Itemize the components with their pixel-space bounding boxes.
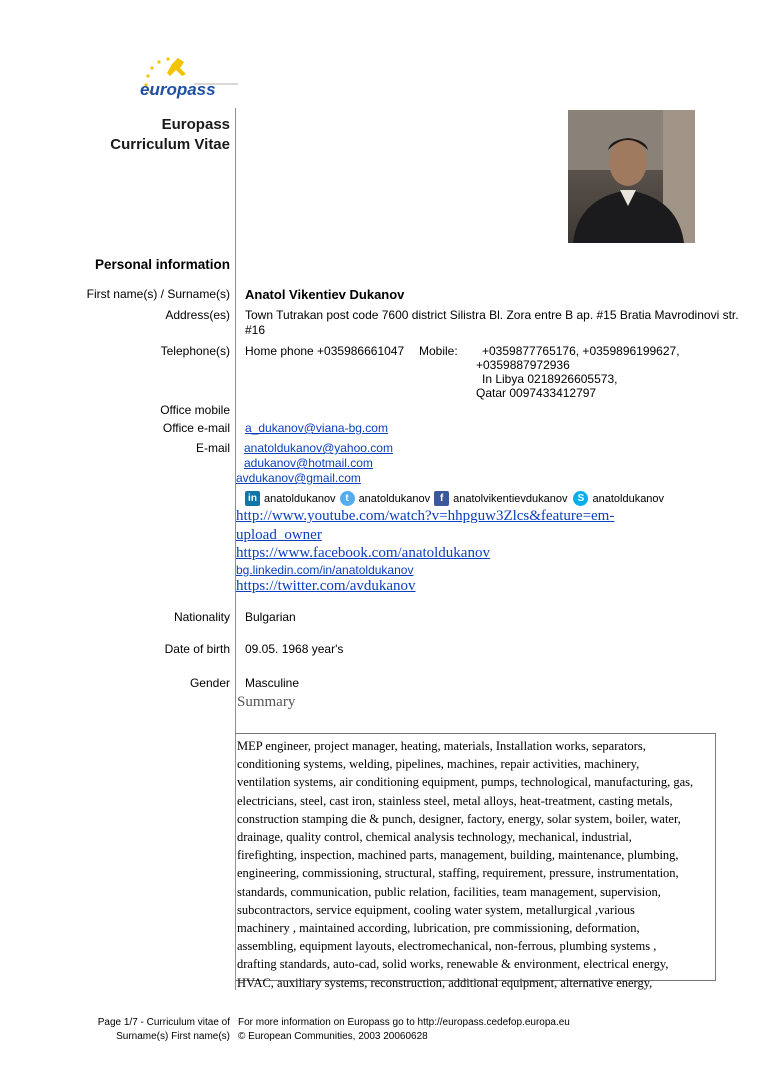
footer-copyright: © European Communities, 2003 20060628 [238,1031,428,1042]
summary-heading: Summary [237,694,296,710]
profile-photo [568,110,695,243]
gender-label: Gender [189,676,230,690]
email-label: E-mail [195,441,230,455]
facebook-icon: f [434,491,449,506]
europass-logo [134,54,238,104]
footer-page-info [98,1016,230,1044]
social-accounts-row [245,491,664,506]
linkedin-link[interactable]: bg.linkedin.com/in/anatoldukanov [236,563,414,577]
mobile-numbers-1: +0359877765176, +0359896199627, [482,344,680,358]
office-email-label: Office e-mail [162,421,230,435]
address-line-1: Town Tutrakan post code 7600 district Silistra Bl. Zora entre B ap. #15 Bratia Mavrodinovi str. [245,308,739,322]
summary-line: MEP engineer, project manager, heating, materials, Installation works, separators, [237,739,646,753]
dob-value: 09.05. 1968 year's [245,642,344,656]
summary-line: firefighting, inspection, machined parts, management, building, maintenance, plumbing, [237,848,679,863]
skype-icon: S [573,491,588,506]
twitter-icon: t [340,491,355,506]
nationality-label: Nationality [173,610,230,624]
summary-line: drainage, quality control, chemical analysis technology, mechanical, industrial, [237,830,632,845]
dob-label: Date of birth [164,642,230,656]
footer-europass-info [238,1016,570,1044]
footer-page-number: Page 1/7 - Curriculum vitae of [97,1017,230,1028]
logo-text: europass [140,80,216,99]
address-line-2: #16 [245,323,266,337]
libya-phone: In Libya 0218926605573, [482,372,618,386]
title-line-2: Curriculum Vitae [110,136,230,153]
mobile-label: Mobile: [419,344,458,358]
summary-line: subcontractors, service equipment, cooling water system, metallurgical ,various [237,902,635,917]
twitter-account[interactable]: anatoldukanov [358,492,431,505]
personal-information-heading: Personal information [94,257,230,272]
person-silhouette-icon [568,110,695,243]
email-link-yahoo[interactable]: anatoldukanov@yahoo.com [244,441,393,455]
summary-line: drafting standards, auto-cad, solid works, renewable & environment, electrical energy, [237,957,669,972]
linkedin-icon: in [245,491,260,506]
youtube-link-line-2[interactable]: upload_owner [236,527,322,543]
footer-owner: Surname(s) First name(s) [116,1031,230,1042]
summary-line: construction stamping die & punch, designer, factory, energy, solar system, boiler, water, [237,811,681,826]
twitter-link[interactable]: https://twitter.com/avdukanov [236,578,416,594]
title-line-1: Europass [161,116,230,133]
skype-account[interactable]: anatoldukanov [592,492,665,505]
summary-line: electricians, steel, cast iron, stainless steel, metal alloys, heat-treatment, casting metals, [237,793,673,808]
summary-line: conditioning systems, welding, pipelines, machines, repair activities, machinery, [237,757,640,772]
summary-line: engineering, commissioning, structural, staffing, requirement, pressure, instrumentation, [237,866,679,881]
summary-line: HVAC, auxiliary systems, reconstruction, additional equipment, alternative energy, [237,975,653,990]
address-label: Address(es) [165,308,230,322]
summary-box [235,733,716,990]
email-link-hotmail[interactable]: adukanov@hotmail.com [244,456,373,470]
footer-info-link: For more information on Europass go to http://europass.cedefop.europa.eu [238,1017,570,1028]
linkedin-account[interactable]: anatoldukanov [264,492,336,505]
gender-value: Masculine [245,676,300,690]
email-link-gmail[interactable]: avdukanov@gmail.com [236,471,361,485]
summary-line: machinery , maintained according, lubrication, pre commissioning, deformation, [237,921,640,936]
mobile-numbers-2: +0359887972936 [476,358,570,372]
document-title [110,115,230,155]
summary-line: standards, communication, public relation, facilities, team management, supervision, [237,884,661,899]
home-phone: Home phone +035986661047 [245,344,405,358]
summary-line: ventilation systems, air conditioning equipment, pumps, technological, manufacturing, gas, [237,775,694,790]
youtube-link-line-1[interactable]: http://www.youtube.com/watch?v=hhpguw3Zlcs&feature=em- [236,508,615,524]
telephone-label: Telephone(s) [160,344,230,358]
facebook-account[interactable]: anatolvikentievdukanov [453,492,568,505]
full-name: Anatol Vikentiev Dukanov [245,287,405,302]
summary-line: assembling, equipment layouts, electromechanical, non-ferrous, plumbing systems , [237,939,657,954]
facebook-link[interactable]: https://www.facebook.com/anatoldukanov [236,545,490,561]
nationality-value: Bulgarian [245,610,296,624]
office-email-link[interactable]: a_dukanov@viana-bg.com [245,421,388,435]
name-label: First name(s) / Surname(s) [86,287,230,301]
office-mobile-label: Office mobile [160,403,230,417]
qatar-phone: Qatar 0097433412797 [476,386,597,400]
